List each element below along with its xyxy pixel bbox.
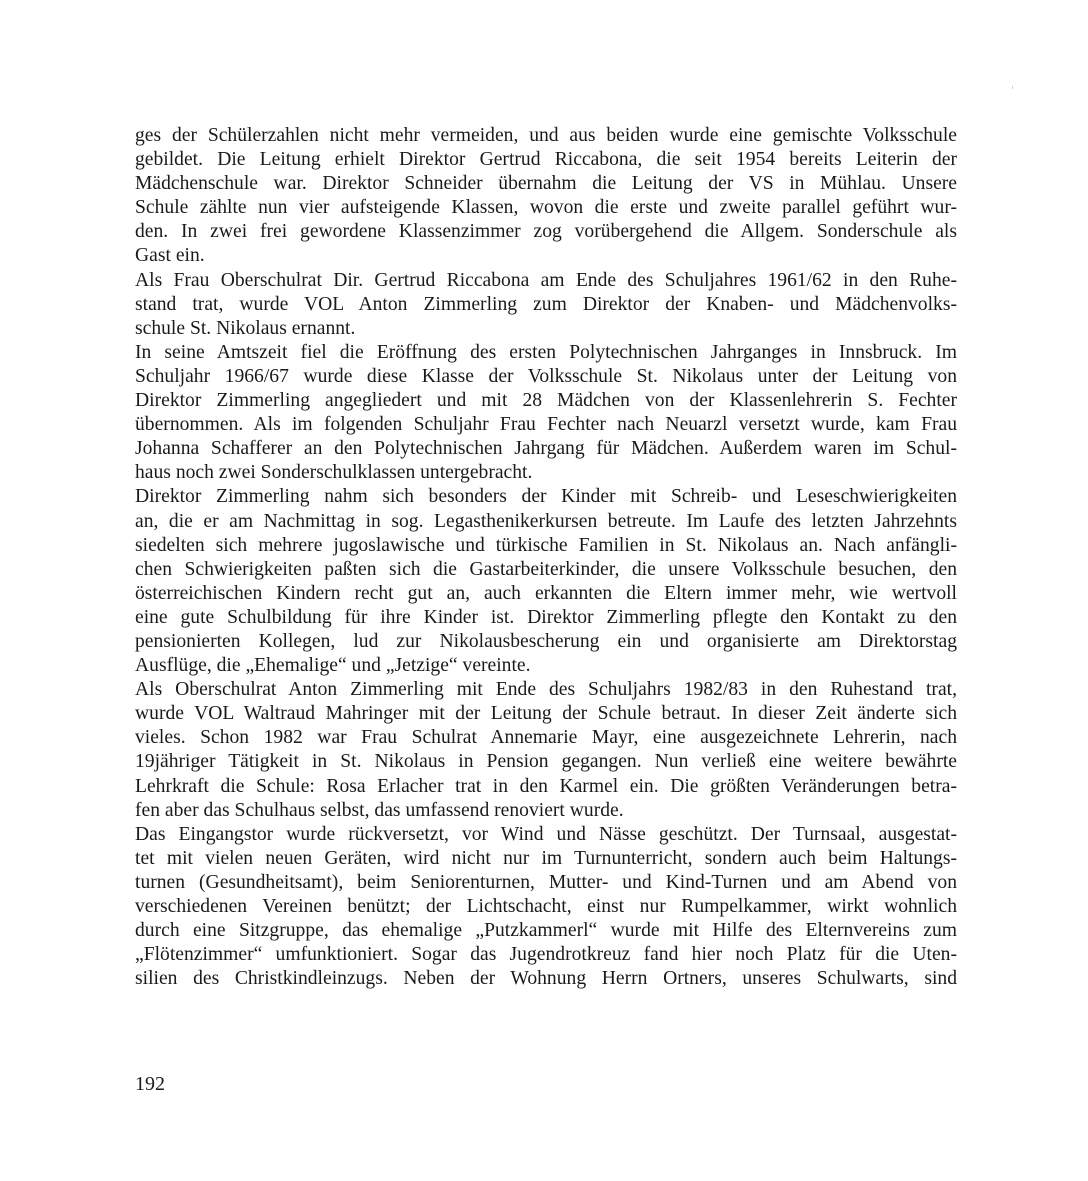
text-line: Mädchenschule war. Direktor Schneider übernahm die Leitung der VS in Mühlau. Unsere xyxy=(135,173,957,195)
text-line: Als Oberschulrat Anton Zimmerling mit Ende des Schuljahrs 1982/83 in den Ruhestand trat, xyxy=(135,679,957,701)
text-line: 19jähriger Tätigkeit in St. Nikolaus in Pension gegangen. Nun verließ eine weitere bewährte xyxy=(135,751,957,773)
text-line: durch eine Sitzgruppe, das ehemalige „Putzkammerl“ wurde mit Hilfe des Elternvereins zum xyxy=(135,920,957,942)
text-line: Gast ein. xyxy=(135,245,205,267)
page-number: 192 xyxy=(135,1073,165,1095)
body-text xyxy=(135,124,957,991)
text-line: pensionierten Kollegen, lud zur Nikolausbescherung ein und organisierte am Direktorstag xyxy=(135,630,957,652)
paragraph-6 xyxy=(135,823,957,992)
paragraph-2 xyxy=(135,269,957,341)
text-line: Das Eingangstor wurde rückversetzt, vor Wind und Nässe geschützt. Der Turnsaal, ausgestat- xyxy=(135,823,957,845)
paragraph-1 xyxy=(135,124,957,269)
text-line: Ausflüge, die „Ehemalige“ und „Jetzige“ vereinte. xyxy=(135,655,531,677)
text-line: den. In zwei frei gewordene Klassenzimmer zog vorübergehend die Allgem. Sonderschule als xyxy=(135,221,957,243)
text-line: stand trat, wurde VOL Anton Zimmerling zum Direktor der Knaben- und Mädchenvolks- xyxy=(135,293,957,315)
text-line: Schule zählte nun vier aufsteigende Klassen, wovon die erste und zweite parallel geführt wur- xyxy=(135,197,957,219)
text-line: „Flötenzimmer“ umfunktioniert. Sogar das Jugendrotkreuz fand hier noch Platz für die Uten- xyxy=(135,944,957,966)
text-line: österreichischen Kindern recht gut an, auch erkannten die Eltern immer mehr, wie wertvoll xyxy=(135,582,957,604)
text-line: siedelten sich mehrere jugoslawische und türkische Familien in St. Nikolaus an. Nach anfängli- xyxy=(135,534,957,556)
text-line: silien des Christkindleinzugs. Neben der Wohnung Herrn Ortners, unseres Schulwarts, sind xyxy=(135,968,957,990)
text-line: übernommen. Als im folgenden Schuljahr Frau Fechter nach Neuarzl versetzt wurde, kam Frau xyxy=(135,414,957,436)
text-line: turnen (Gesundheitsamt), beim Seniorenturnen, Mutter- und Kind-Turnen und am Abend von xyxy=(135,871,957,893)
scan-mark xyxy=(1012,86,1013,89)
text-line: Schuljahr 1966/67 wurde diese Klasse der Volksschule St. Nikolaus unter der Leitung von xyxy=(135,365,957,387)
text-line: schule St. Nikolaus ernannt. xyxy=(135,317,356,339)
text-line: haus noch zwei Sonderschulklassen untergebracht. xyxy=(135,462,533,484)
text-line: Direktor Zimmerling nahm sich besonders der Kinder mit Schreib- und Leseschwierigkeiten xyxy=(135,486,957,508)
paragraph-5 xyxy=(135,678,957,823)
text-line: verschiedenen Vereinen benützt; der Lichtschacht, einst nur Rumpelkammer, wirkt wohnlich xyxy=(135,896,957,917)
text-line: Lehrkraft die Schule: Rosa Erlacher trat in den Karmel ein. Die größten Veränderungen betra- xyxy=(135,775,957,797)
text-line: fen aber das Schulhaus selbst, das umfassend renoviert wurde. xyxy=(135,799,624,821)
text-line: In seine Amtszeit fiel die Eröffnung des ersten Polytechnischen Jahrganges in Innsbruck. Im xyxy=(135,341,957,363)
text-line: vieles. Schon 1982 war Frau Schulrat Annemarie Mayr, eine ausgezeichnete Lehrerin, nach xyxy=(135,727,957,749)
text-line: eine gute Schulbildung für ihre Kinder ist. Direktor Zimmerling pflegte den Kontakt zu den xyxy=(135,606,957,628)
text-line: an, die er am Nachmittag in sog. Legasthenikerkursen betreute. Im Laufe des letzten Jahrzehnts xyxy=(135,510,957,532)
text-line: gebildet. Die Leitung erhielt Direktor Gertrud Riccabona, die seit 1954 bereits Leiterin der xyxy=(135,149,957,171)
text-line: Direktor Zimmerling angegliedert und mit 28 Mädchen von der Klassenlehrerin S. Fechter xyxy=(135,390,957,412)
text-line: Johanna Schafferer an den Polytechnischen Jahrgang für Mädchen. Außerdem waren im Schul- xyxy=(135,438,957,460)
text-line: ges der Schülerzahlen nicht mehr vermeiden, und aus beiden wurde eine gemischte Volksschule xyxy=(135,125,957,146)
paragraph-3 xyxy=(135,341,957,486)
paragraph-4 xyxy=(135,485,957,678)
text-line: chen Schwierigkeiten paßten sich die Gastarbeiterkinder, die unsere Volksschule besuchen, den xyxy=(135,558,957,580)
text-line: tet mit vielen neuen Geräten, wird nicht nur im Turnunterricht, sondern auch beim Haltungs- xyxy=(135,847,957,869)
text-line: wurde VOL Waltraud Mahringer mit der Leitung der Schule betraut. In dieser Zeit änderte sich xyxy=(135,703,957,725)
text-line: Als Frau Oberschulrat Dir. Gertrud Riccabona am Ende des Schuljahres 1961/62 in den Ruhe- xyxy=(135,269,957,291)
